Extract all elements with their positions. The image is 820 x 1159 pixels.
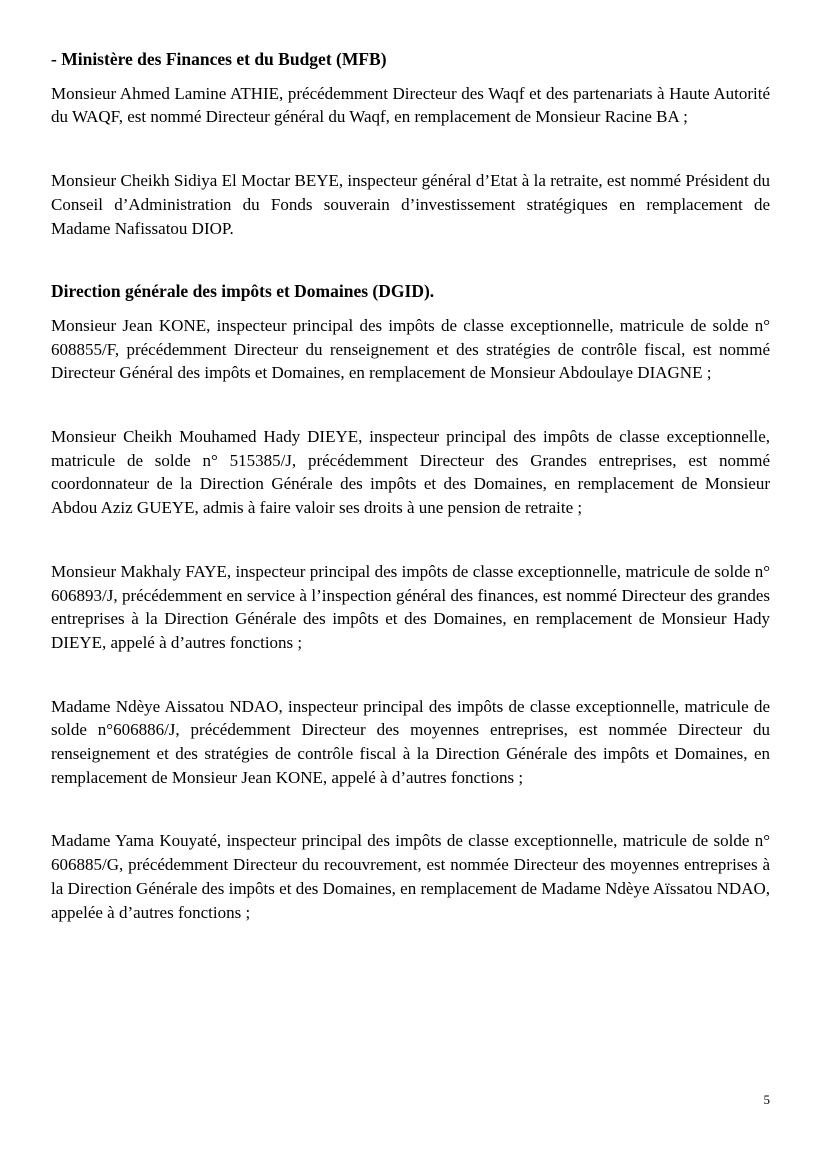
appointment-paragraph: Monsieur Cheikh Sidiya El Moctar BEYE, inspecteur général d’Etat à la retraite, est nommé Président du Conseil d’Administration du Fonds souverain d’investissement stratégiques en remplacement de Madame Nafissatou DIOP.	[51, 171, 770, 238]
document-body	[51, 48, 770, 964]
section-heading-mfb: - Ministère des Finances et du Budget (MFB)	[51, 49, 387, 69]
appointment-paragraph: Monsieur Ahmed Lamine ATHIE, précédemment Directeur des Waqf et des partenariats à Haute Autorité du WAQF, est nommé Directeur général du Waqf, en remplacement de Monsieur Racine BA ;	[51, 83, 770, 127]
page-number: 5	[763, 1092, 770, 1107]
section-heading-dgid: Direction générale des impôts et Domaines (DGID).	[51, 281, 435, 302]
appointment-paragraph: Madame Ndèye Aissatou NDAO, inspecteur principal des impôts de classe exceptionnelle, matricule de solde n°606886/J, précédemment Directeur des moyennes entreprises, est nommée Directeur du renseignement et des stratégies de contrôle fiscal à la Direction Générale des impôts et Domaines, en remplacement de Monsieur Jean KONE, appelé à d’autres fonctions ;	[51, 696, 770, 787]
appointment-paragraph: Madame Yama Kouyaté, inspecteur principal des impôts de classe exceptionnelle, matricule de solde n° 606885/G, précédemment Directeur du recouvrement, est nommée Directeur des moyennes entreprises à la Direction Générale des impôts et des Domaines, en remplacement de Madame Ndèye Aïssatou NDAO, appelée à d’autres fonctions ;	[51, 831, 770, 922]
appointment-paragraph: Monsieur Jean KONE, inspecteur principal des impôts de classe exceptionnelle, matricule de solde n° 608855/F, précédemment Directeur du renseignement et des stratégies de contrôle fiscal, est nommé Directeur Général des impôts et Domaines, en remplacement de Monsieur Abdoulaye DIAGNE ;	[51, 315, 770, 383]
appointment-paragraph: Monsieur Cheikh Mouhamed Hady DIEYE, inspecteur principal des impôts de classe exceptionnelle, matricule de solde n° 515385/J, précédemment Directeur des Grandes entreprises, est nommé coordonnateur de la Direction Générale des impôts et des Domaines, en remplacement de Monsieur Abdou Aziz GUEYE, admis à faire valoir ses droits à une pension de retraite ;	[51, 427, 770, 518]
appointment-paragraph: Monsieur Makhaly FAYE, inspecteur principal des impôts de classe exceptionnelle, matricule de solde n° 606893/J, précédemment en service à l’inspection général des finances, est nommé Directeur des grandes entreprises à la Direction Générale des impôts et des Domaines, en remplacement de Monsieur Hady DIEYE, appelé à d’autres fonctions ;	[51, 561, 770, 652]
